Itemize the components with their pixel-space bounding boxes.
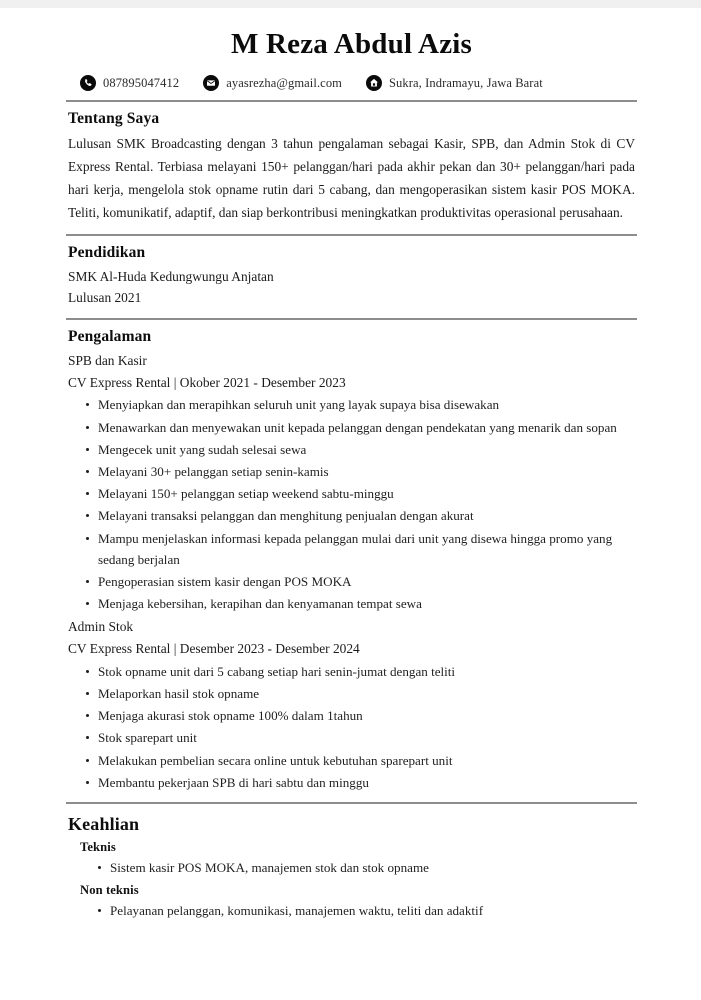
list-item: Pengoperasian sistem kasir dengan POS MOKA (84, 571, 637, 592)
education-school: SMK Al-Huda Kedungwungu Anjatan (68, 268, 274, 284)
about-body: Lulusan SMK Broadcasting dengan 3 tahun pengalaman sebagai Kasir, SPB, dan Admin Stok di CV Express Rental. Terbiasa melayani 150+ pelanggan/hari pada akhir pekan dan 30+ pelanggan/hari pada hari kerja, mengelola stok opname rutin dari 5 cabang, dan mengoperasikan sistem kasir POS MOKA. Teliti, komunikatif, adaptif, dan siap berkontribusi meningkatkan produktivitas operasional perusahaan. (68, 136, 635, 221)
job-role: SPB dan Kasir (68, 352, 147, 368)
skills-group-label: Teknis (80, 840, 116, 854)
list-item: Menawarkan dan menyewakan unit kepada pelanggan dengan pendekatan yang menarik dan sopan (84, 417, 637, 438)
divider-header (66, 100, 637, 102)
section-skills (66, 814, 637, 921)
list-item: Menjaga akurasi stok opname 100% dalam 1tahun (84, 705, 637, 726)
list-item: Melaporkan hasil stok opname (84, 683, 637, 704)
email-text: ayasrezha@gmail.com (226, 75, 342, 90)
list-item: Melakukan pembelian secara online untuk kebutuhan sparepart unit (84, 750, 637, 771)
skills-group-nontechnical (66, 883, 637, 921)
education-graduation: Lulusan 2021 (68, 290, 142, 306)
contact-email (203, 75, 342, 91)
list-item: Melayani 150+ pelanggan setiap weekend sabtu-minggu (84, 483, 637, 504)
list-item: Menyiapkan dan merapihkan seluruh unit yang layak supaya bisa disewakan (84, 394, 637, 415)
contact-location (366, 75, 543, 91)
job-bullets (66, 394, 637, 614)
skills-list (66, 857, 637, 878)
home-icon (366, 75, 382, 91)
list-item: Menjaga kebersihan, kerapihan dan kenyamanan tempat sewa (84, 593, 637, 614)
section-about (66, 110, 637, 224)
resume-page (0, 8, 701, 1000)
job-meta: CV Express Rental | Okober 2021 - Desember 2023 (68, 374, 346, 390)
list-item: Pelayanan pelanggan, komunikasi, manajemen waktu, teliti dan adaktif (96, 900, 637, 921)
list-item: Mengecek unit yang sudah selesai sewa (84, 439, 637, 460)
list-item: Melayani transaksi pelanggan dan menghitung penjualan dengan akurat (84, 505, 637, 526)
list-item: Stok opname unit dari 5 cabang setiap hari senin-jumat dengan teliti (84, 661, 637, 682)
experience-job (66, 350, 637, 614)
divider-education (66, 318, 637, 320)
skills-list (66, 900, 637, 921)
resume-header (66, 28, 637, 91)
location-text: Sukra, Indramayu, Jawa Barat (389, 75, 543, 90)
skills-title: Keahlian (68, 814, 140, 834)
list-item: Melayani 30+ pelanggan setiap senin-kamis (84, 461, 637, 482)
phone-text: 087895047412 (103, 75, 180, 90)
education-title: Pendidikan (68, 243, 146, 261)
job-meta: CV Express Rental | Desember 2023 - Desember 2024 (68, 641, 360, 657)
phone-icon (80, 75, 96, 91)
divider-experience (66, 802, 637, 804)
section-education (66, 244, 637, 309)
job-bullets (66, 661, 637, 793)
contact-row (80, 75, 637, 91)
list-item: Membantu pekerjaan SPB di hari sabtu dan minggu (84, 772, 637, 793)
experience-job (66, 616, 637, 793)
contact-phone (80, 75, 179, 91)
list-item: Sistem kasir POS MOKA, manajemen stok dan stok opname (96, 857, 637, 878)
list-item: Mampu menjelaskan informasi kepada pelanggan mulai dari unit yang disewa hingga promo yang sedang berjalan (84, 528, 637, 570)
envelope-icon (203, 75, 219, 91)
about-title: Tentang Saya (68, 110, 160, 128)
divider-about (66, 234, 637, 236)
job-role: Admin Stok (68, 619, 134, 635)
candidate-name: M Reza Abdul Azis (230, 28, 473, 60)
experience-title: Pengalaman (68, 327, 152, 345)
skills-group-technical (66, 840, 637, 878)
list-item: Stok sparepart unit (84, 727, 637, 748)
section-experience (66, 328, 637, 793)
skills-group-label: Non teknis (80, 883, 139, 898)
